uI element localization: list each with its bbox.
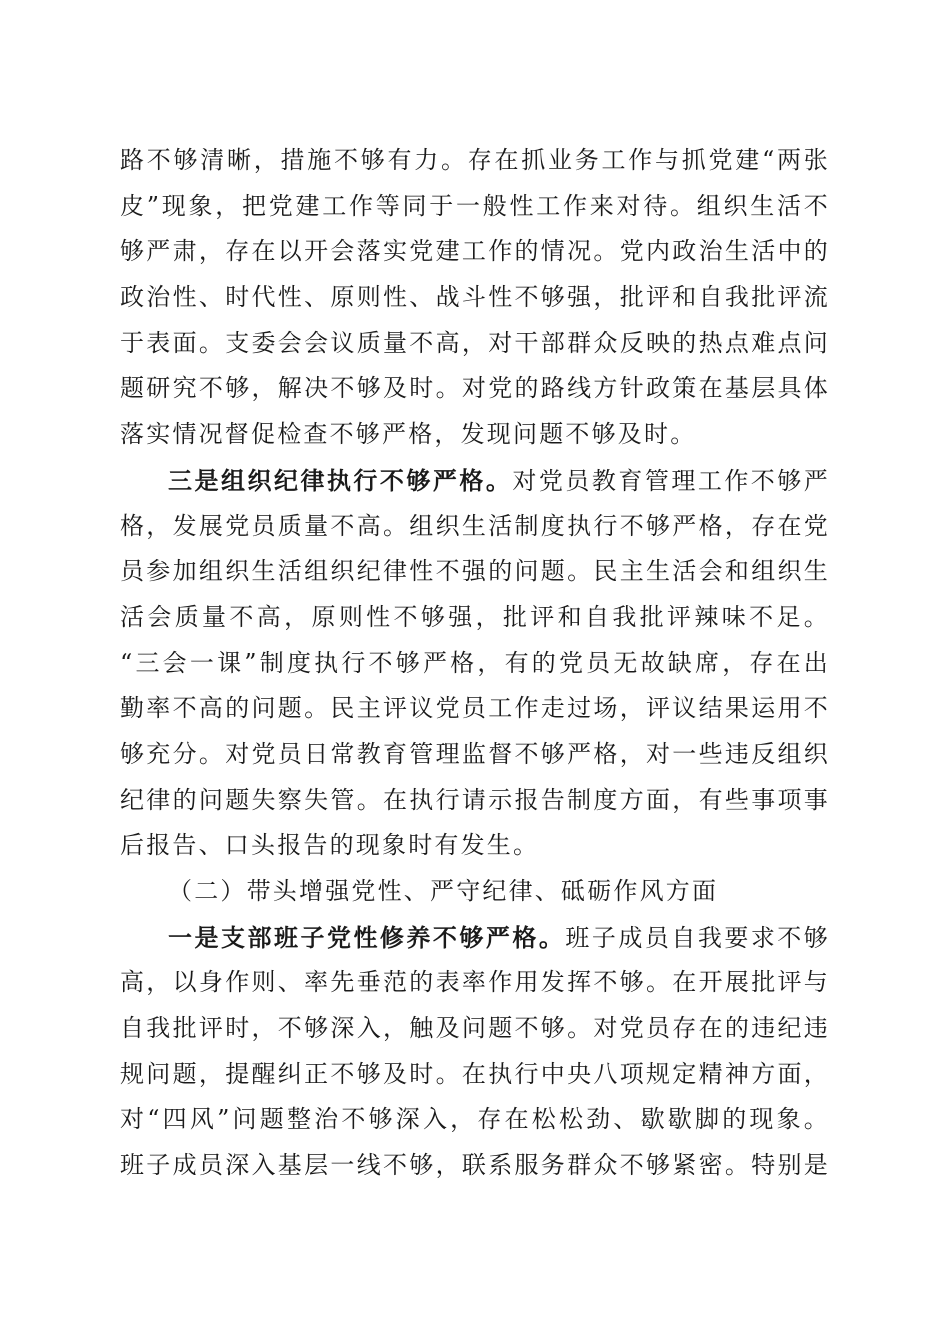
paragraph-line: 后报告、口头报告的现象时有发生。 <box>120 831 540 860</box>
paragraph-line: 落实情况督促检查不够严格，发现问题不够及时。 <box>120 420 697 449</box>
paragraph-line: 班子成员深入基层一线不够，联系服务群众不够紧密。特别是 <box>120 1151 830 1180</box>
paragraph-line: 够严肃，存在以开会落实党建工作的情况。党内政治生活中的 <box>120 237 830 266</box>
paragraph-line: 格，发展党员质量不高。组织生活制度执行不够严格，存在党 <box>120 511 830 540</box>
paragraph-line: 活会质量不高，原则性不够强，批评和自我批评辣味不足。 <box>120 602 830 631</box>
paragraph-line: 题研究不够，解决不够及时。对党的路线方针政策在基层具体 <box>120 374 830 403</box>
paragraph-text: 班子成员自我要求不够 <box>565 923 830 952</box>
section-heading: （二）带头增强党性、严守纪律、砥砺作风方面 <box>168 877 719 905</box>
paragraph-line: “三会一课”制度执行不够严格，有的党员无故缺席，存在出 <box>120 648 830 677</box>
paragraph-line: 皮”现象，把党建工作等同于一般性工作来对待。组织生活不 <box>120 191 830 220</box>
paragraph-text: 对党员教育管理工作不够严 <box>512 466 830 495</box>
paragraph-lead: 一是支部班子党性修养不够严格。 <box>168 922 566 952</box>
paragraph-line: 够充分。对党员日常教育管理监督不够严格，对一些违反组织 <box>120 739 830 768</box>
paragraph-line: 规问题，提醒纠正不够及时。在执行中央八项规定精神方面， <box>120 1059 830 1088</box>
document-body <box>120 138 830 1189</box>
paragraph-lead: 三是组织纪律执行不够严格。 <box>168 465 513 495</box>
paragraph-line: 员参加组织生活组织纪律性不强的问题。民主生活会和组织生 <box>120 557 830 586</box>
paragraph-line: 路不够清晰，措施不够有力。存在抓业务工作与抓党建“两张 <box>120 146 830 174</box>
paragraph-line: 高，以身作则、率先垂范的表率作用发挥不够。在开展批评与 <box>120 968 830 997</box>
paragraph-line: 自我批评时，不够深入，触及问题不够。对党员存在的违纪违 <box>120 1014 830 1043</box>
paragraph-line: 政治性、时代性、原则性、战斗性不够强，批评和自我批评流 <box>120 283 830 312</box>
paragraph-line: 于表面。支委会会议质量不高，对干部群众反映的热点难点问 <box>120 328 830 357</box>
paragraph-first-line <box>120 915 830 961</box>
paragraph-line: 勤率不高的问题。民主评议党员工作走过场，评议结果运用不 <box>120 694 830 723</box>
paragraph-line: 对“四风”问题整治不够深入，存在松松劲、歇歇脚的现象。 <box>120 1105 830 1134</box>
paragraph-line: 纪律的问题失察失管。在执行请示报告制度方面，有些事项事 <box>120 785 830 814</box>
paragraph-first-line <box>120 458 830 504</box>
